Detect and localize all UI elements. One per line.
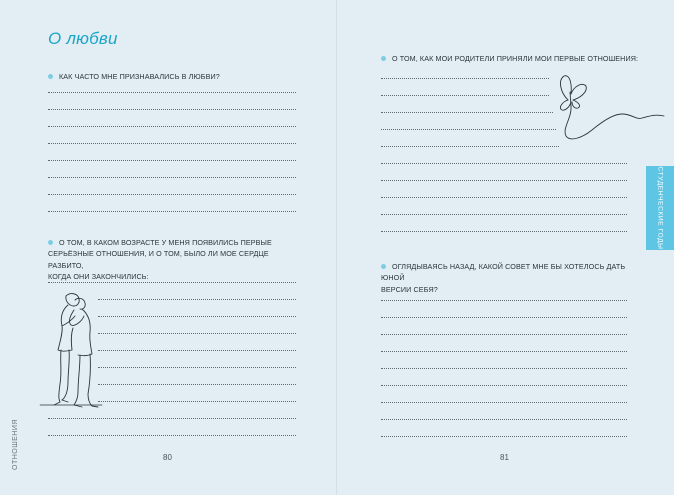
answer-line[interactable] [98,367,296,368]
answer-line[interactable] [98,350,296,351]
answer-line[interactable] [48,211,296,212]
bullet-icon [381,56,386,61]
answer-line[interactable] [381,163,627,164]
answer-line[interactable] [381,368,627,369]
answer-line[interactable] [381,95,549,96]
answer-line[interactable] [381,317,627,318]
section-tab [646,166,674,250]
answer-line[interactable] [381,146,559,147]
answer-line[interactable] [48,126,296,127]
section-tab-label: СТУДЕНЧЕСКИЕ ГОДЫ [656,166,664,250]
answer-line[interactable] [381,334,627,335]
answer-line[interactable] [48,109,296,110]
answer-line[interactable] [48,160,296,161]
answer-line[interactable] [381,436,627,437]
answer-line[interactable] [381,300,627,301]
question-advice: ОГЛЯДЫВАЯСЬ НАЗАД, КАКОЙ СОВЕТ МНЕ БЫ ХОТЕЛОСЬ ДАТЬ ЮНОЙ ВЕРСИИ СЕБЯ? [381,262,626,294]
answer-line[interactable] [48,194,296,195]
answer-line[interactable] [381,351,627,352]
answer-line[interactable] [381,129,556,130]
bullet-icon [48,74,53,79]
answer-line[interactable] [381,78,549,79]
answer-line[interactable] [381,197,627,198]
bullet-icon [381,264,386,269]
page-title: О любви [48,29,118,48]
answer-line[interactable] [381,180,627,181]
answer-line[interactable] [381,231,627,232]
page-number: 80 [163,453,172,462]
answer-line[interactable] [98,316,296,317]
question-times-loved: КАК ЧАСТО МНЕ ПРИЗНАВАЛИСЬ В ЛЮБВИ? [48,71,220,82]
page-number: 81 [500,453,509,462]
question-parents: О ТОМ, КАК МОИ РОДИТЕЛИ ПРИНЯЛИ МОИ ПЕРВЫЕ ОТНОШЕНИЯ: [381,53,638,64]
side-section-label: ОТНОШЕНИЯ [12,419,19,470]
couple-hug-illustration [38,288,108,413]
answer-line[interactable] [381,214,627,215]
answer-line[interactable] [48,435,296,436]
answer-line[interactable] [98,384,296,385]
butterfly-illustration [552,70,672,150]
answer-line[interactable] [381,112,553,113]
answer-line[interactable] [381,419,627,420]
question-first-relationship: О ТОМ, В КАКОМ ВОЗРАСТЕ У МЕНЯ ПОЯВИЛИСЬ ПЕРВЫЕ СЕРЬЁЗНЫЕ ОТНОШЕНИЯ, И О ТОМ, БЫЛО ЛИ МОЕ СЕРДЦЕ РАЗБИТО, КОГДА ОНИ ЗАКОНЧИЛИСЬ: [48,238,272,282]
bullet-icon [48,240,53,245]
answer-line[interactable] [98,333,296,334]
answer-line[interactable] [98,299,296,300]
answer-line[interactable] [48,92,296,93]
answer-line[interactable] [381,402,627,403]
answer-line[interactable] [48,143,296,144]
right-page [337,0,674,495]
answer-line[interactable] [48,282,296,283]
answer-line[interactable] [381,385,627,386]
answer-line[interactable] [48,418,296,419]
answer-line[interactable] [48,177,296,178]
answer-line[interactable] [98,401,296,402]
